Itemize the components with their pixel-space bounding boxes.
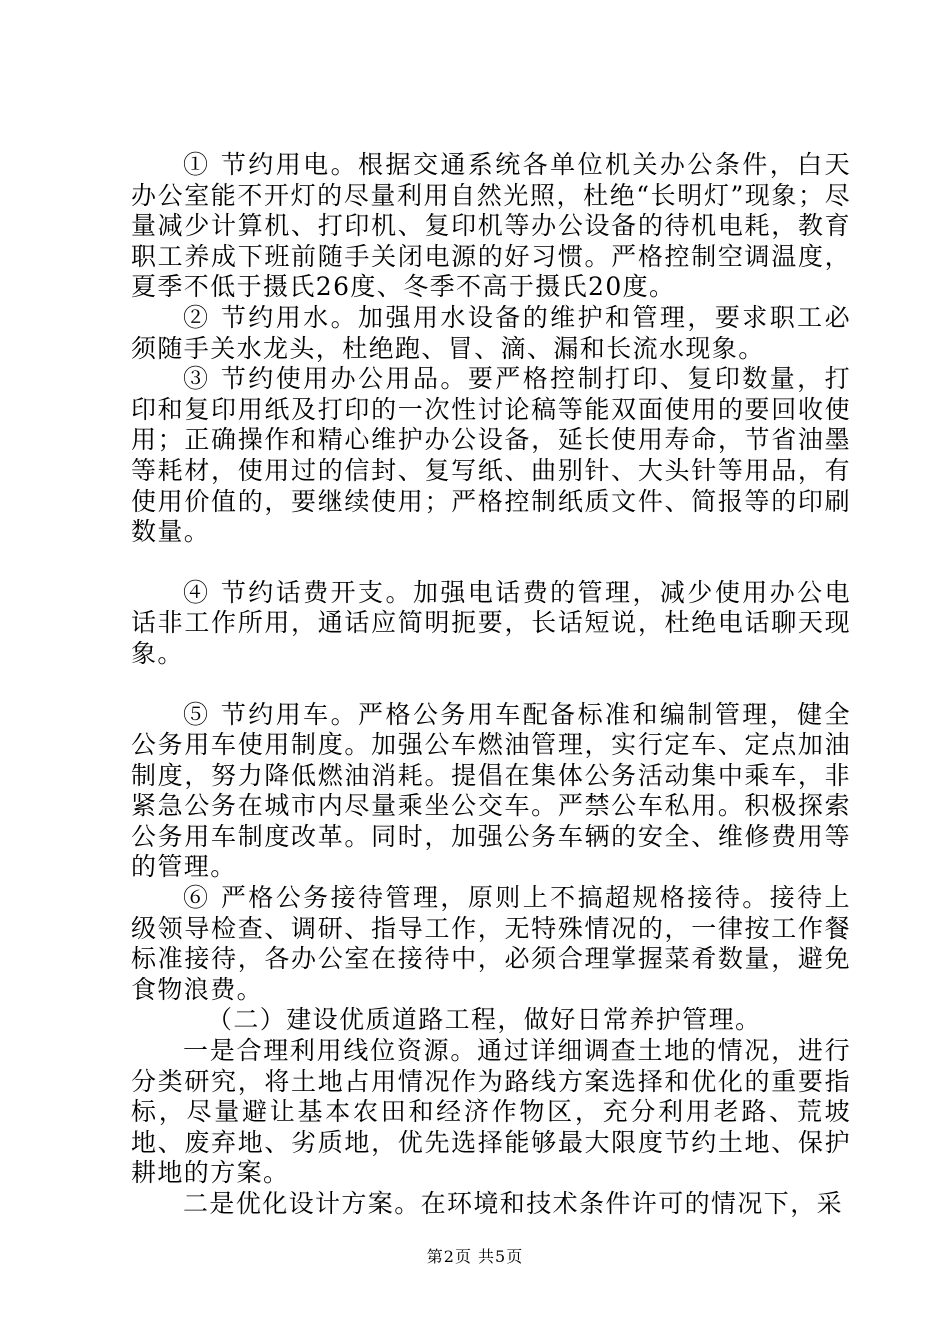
paragraph-save-water: ② 节约用水。加强用水设备的维护和管理，要求职工必须随手关水龙头，杜绝跑、冒、滴、漏和长流水现象。 [131, 302, 851, 363]
paragraph-route-resources: 一是合理利用线位资源。通过详细调查土地的情况，进行分类研究，将土地占用情况作为路线方案选择和优化的重要指标，尽量避让基本农田和经济作物区，充分利用老路、荒坡地、废弃地、劣质地，优先选择能够最大限度节约土地、保护耕地的方案。 [131, 1036, 851, 1188]
paragraph-save-office-supplies: ③ 节约使用办公用品。要严格控制打印、复印数量，打印和复印用纸及打印的一次性讨论稿等能双面使用的要回收使用；正确操作和精心维护办公设备，延长使用寿命，节省油墨等耗材，使用过的信封、复写纸、曲别针、大头针等用品，有使用价值的，要继续使用；严格控制纸质文件、简报等的印刷数量。 [131, 364, 851, 547]
paragraph-save-electricity: ① 节约用电。根据交通系统各单位机关办公条件，白天办公室能不开灯的尽量利用自然光照，杜绝“长明灯”现象；尽量减少计算机、打印机、复印机等办公设备的待机电耗，教育职工养成下班前随手关闭电源的好习惯。严格控制空调温度，夏季不低于摄氏26度、冬季不高于摄氏20度。 [131, 150, 851, 302]
paragraph-reception-management: ⑥ 严格公务接待管理，原则上不搞超规格接待。接待上级领导检查、调研、指导工作，无特殊情况的，一律按工作餐标准接待，各办公室在接待中，必须合理掌握菜肴数量，避免食物浪费。 [131, 883, 851, 1004]
section-heading-road-engineering: （二）建设优质道路工程，做好日常养护管理。 [207, 1005, 762, 1035]
document-body [131, 150, 851, 1220]
page-number-footer: 第2页 共5页 [426, 1247, 524, 1266]
paragraph-save-phone-costs: ④ 节约话费开支。加强电话费的管理，减少使用办公电话非工作所用，通话应简明扼要，长话短说，杜绝电话聊天现象。 [131, 577, 851, 668]
paragraph-save-vehicle-use: ⑤ 节约用车。严格公务用车配备标准和编制管理，健全公务用车使用制度。加强公车燃油管理，实行定车、定点加油制度，努力降低燃油消耗。提倡在集体公务活动集中乘车，非紧急公务在城市内尽量乘坐公交车。严禁公车私用。积极探索公务用车制度改革。同时，加强公务车辆的安全、维修费用等的管理。 [131, 699, 851, 882]
paragraph-optimize-design: 二是优化设计方案。在环境和技术条件许可的情况下，采 [183, 1189, 844, 1218]
